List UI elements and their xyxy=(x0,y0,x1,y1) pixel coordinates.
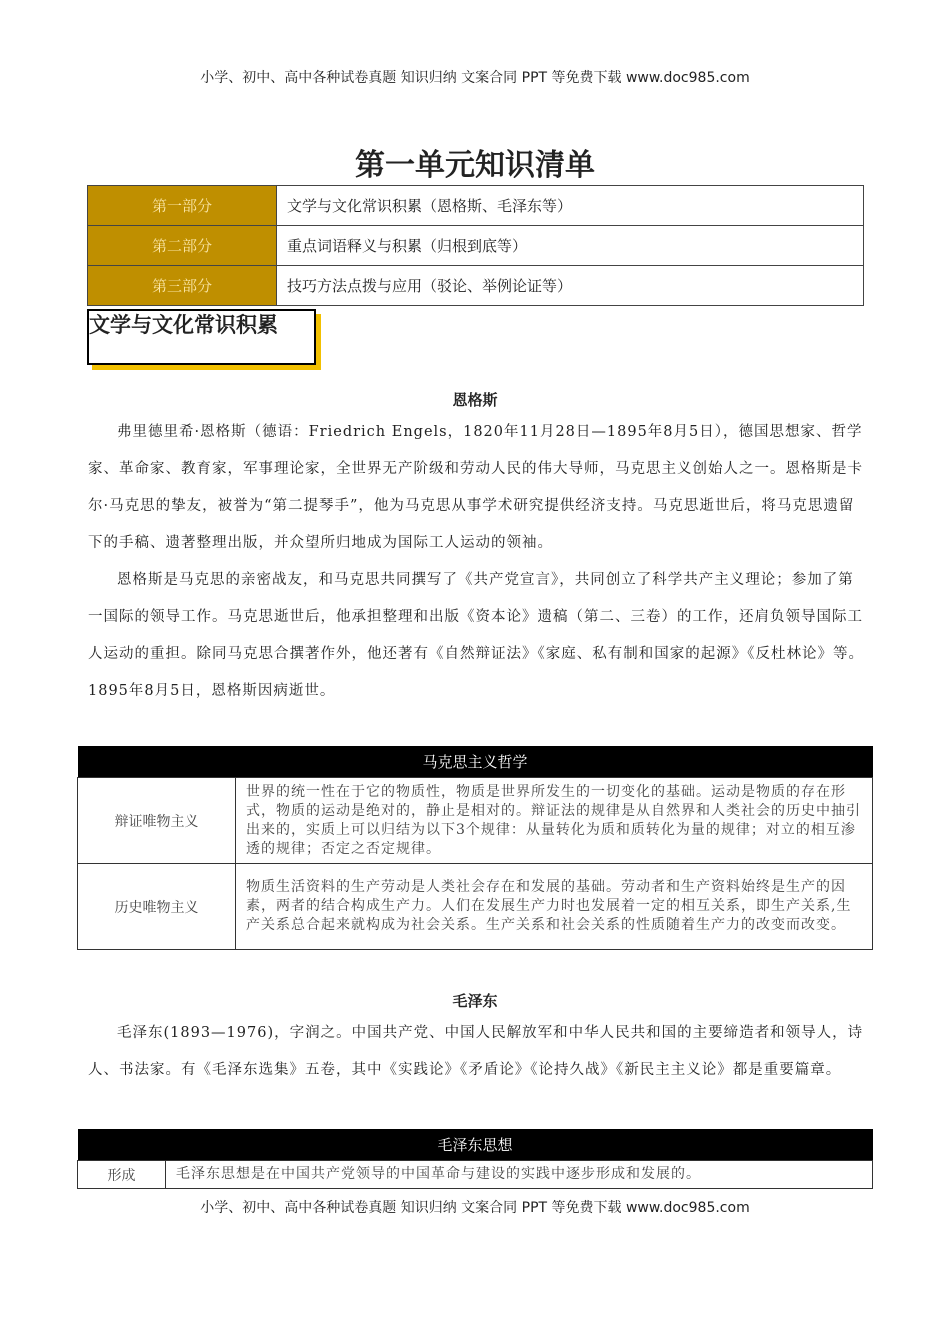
row-key: 历史唯物主义 xyxy=(78,864,236,950)
row-value: 毛泽东思想是在中国共产党领导的中国革命与建设的实践中逐步形成和发展的。 xyxy=(166,1161,873,1189)
marxism-table xyxy=(77,746,873,950)
mao-thought-table xyxy=(77,1129,873,1189)
toc-row xyxy=(88,226,864,266)
section-box xyxy=(87,309,316,365)
toc-desc: 重点词语释义与积累（归根到底等） xyxy=(277,226,864,266)
table-row xyxy=(78,778,873,864)
engels-paragraph-1: 弗里德里希·恩格斯（德语：Friedrich Engels，1820年11月28日—1895年8月5日），德国思想家、哲学家、革命家、教育家，军事理论家，全世界无产阶级和劳动人民的伟大导师，马克思主义创始人之一。恩格斯是卡尔·马克思的挚友，被誉为“第二提琴手”，他为马克思从事学术研究提供经济支持。马克思逝世后，将马克思遗留下的手稿、遗著整理出版，并众望所归地成为国际工人运动的领袖。 xyxy=(88,424,863,551)
page-title: 第一单元知识清单 xyxy=(355,148,595,183)
row-value: 物质生活资料的生产劳动是人类社会存在和发展的基础。劳动者和生产资料始终是生产的因素，两者的结合构成生产力。人们在发展生产力时也发展着一定的相互关系，即生产关系,生产关系总合起来就构成为社会关系。生产关系和社会关系的性质随着生产力的改变而改变。 xyxy=(236,864,873,950)
engels-paragraph-2: 恩格斯是马克思的亲密战友，和马克思共同撰写了《共产党宣言》，共同创立了科学共产主义理论；参加了第一国际的领导工作。马克思逝世后，他承担整理和出版《资本论》遗稿（第二、三卷）的工作，还肩负领导国际工人运动的重担。除同马克思合撰著作外，他还著有《自然辩证法》《家庭、私有制和国家的起源》《反杜林论》等。1895年8月5日，恩格斯因病逝世。 xyxy=(88,572,864,699)
section-title: 文学与文化常识积累 xyxy=(89,313,278,337)
toc-desc: 技巧方法点拨与应用（驳论、举例论证等） xyxy=(277,266,864,306)
row-key: 形成 xyxy=(78,1161,166,1189)
toc-row xyxy=(88,266,864,306)
engels-heading: 恩格斯 xyxy=(452,391,498,409)
toc-desc: 文学与文化常识积累（恩格斯、毛泽东等） xyxy=(277,186,864,226)
table-row xyxy=(78,864,873,950)
toc-part: 第一部分 xyxy=(88,186,277,226)
mao-paragraph: 毛泽东(1893—1976)，字润之。中国共产党、中国人民解放军和中华人民共和国的主要缔造者和领导人，诗人、书法家。有《毛泽东选集》五卷，其中《实践论》《矛盾论》《论持久战》《新民主主义论》都是重要篇章。 xyxy=(88,1025,864,1078)
toc-table xyxy=(87,185,864,306)
row-key: 辩证唯物主义 xyxy=(78,778,236,864)
table-row xyxy=(78,1161,873,1189)
table-title: 毛泽东思想 xyxy=(78,1129,873,1161)
page-footer: 小学、初中、高中各种试卷真题 知识归纳 文案合同 PPT 等免费下载 www.doc985.com xyxy=(200,1200,750,1216)
row-value: 世界的统一性在于它的物质性，物质是世界所发生的一切变化的基础。运动是物质的存在形式，物质的运动是绝对的，静止是相对的。辩证法的规律是从自然界和人类社会的历史中抽引出来的，实质上可以归结为以下3个规律：从量转化为质和质转化为量的规律；对立的相互渗透的规律；否定之否定规律。 xyxy=(236,778,873,864)
toc-part: 第二部分 xyxy=(88,226,277,266)
table-title: 马克思主义哲学 xyxy=(78,746,873,778)
toc-row xyxy=(88,186,864,226)
toc-part: 第三部分 xyxy=(88,266,277,306)
mao-heading: 毛泽东 xyxy=(452,992,498,1010)
page-header: 小学、初中、高中各种试卷真题 知识归纳 文案合同 PPT 等免费下载 www.doc985.com xyxy=(200,70,750,86)
